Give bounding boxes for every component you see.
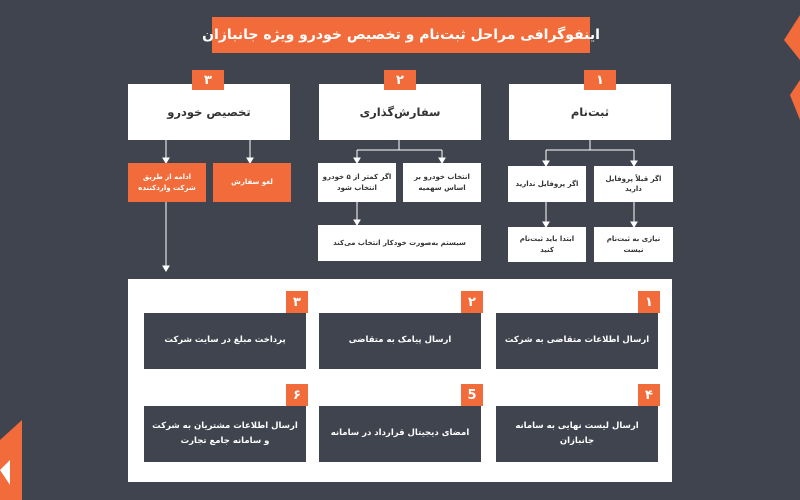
node-no-profile: اگر پروفایل ندارید <box>508 166 586 202</box>
step-6-number: ۶ <box>286 384 308 406</box>
step-4-number: ۴ <box>638 384 660 406</box>
step-3-number: ۳ <box>286 291 308 313</box>
step-2-number: ۲ <box>461 291 483 313</box>
node-cancel-order: لغو سفارش <box>213 163 291 202</box>
header-label: ثبت‌نام <box>570 105 610 119</box>
step-4: ارسال لیست نهایی به سامانه جانبازان <box>496 406 658 462</box>
header-allocation <box>128 72 290 140</box>
node-no-need-register: نیازی به ثبت‌نام نیست <box>594 227 673 262</box>
node-continue-via-importer: ادامه از طریق شرکت واردکننده <box>128 163 206 202</box>
step-5-number: 5 <box>461 384 483 406</box>
infographic-title: اینفوگرافی مراحل ثبت‌نام و تخصیص خودرو ویژه جانبازان <box>212 17 590 53</box>
node-has-profile: اگر قبلاً پروفایل دارید <box>594 166 673 202</box>
step-2: ارسال پیامک به متقاضی <box>319 313 481 369</box>
step-6: ارسال اطلاعات مشتریان به شرکت و سامانه جامع تجارت <box>144 406 306 462</box>
header-ordering <box>319 72 481 140</box>
node-choose-by-quota: انتخاب خودرو بر اساس سهمیه <box>403 163 481 202</box>
header-number: ۳ <box>192 70 224 90</box>
header-label: سفارش‌گذاری <box>359 105 441 119</box>
header-number: ۱ <box>584 70 616 90</box>
header-number: ۲ <box>384 70 416 90</box>
deco-shape-bottom-left <box>0 420 22 500</box>
node-auto-select: سیستم به‌صورت خودکار انتخاب می‌کند <box>318 225 481 261</box>
step-3: پرداخت مبلغ در سایت شرکت <box>144 313 306 369</box>
node-less-than-5: اگر کمتر از ۵ خودرو انتخاب شود <box>318 163 396 202</box>
deco-shape-top-right <box>784 15 800 60</box>
step-1-number: ۱ <box>638 291 660 313</box>
node-register-first: ابتدا باید ثبت‌نام کنید <box>508 227 586 262</box>
header-registration <box>509 72 671 140</box>
header-label: تخصیص خودرو <box>167 105 251 119</box>
steps-panel <box>128 279 672 482</box>
deco-shape-right-mid <box>790 80 800 120</box>
step-5: امضای دیجیتال قرارداد در سامانه <box>319 406 481 462</box>
step-1: ارسال اطلاعات متقاضی به شرکت <box>496 313 658 369</box>
